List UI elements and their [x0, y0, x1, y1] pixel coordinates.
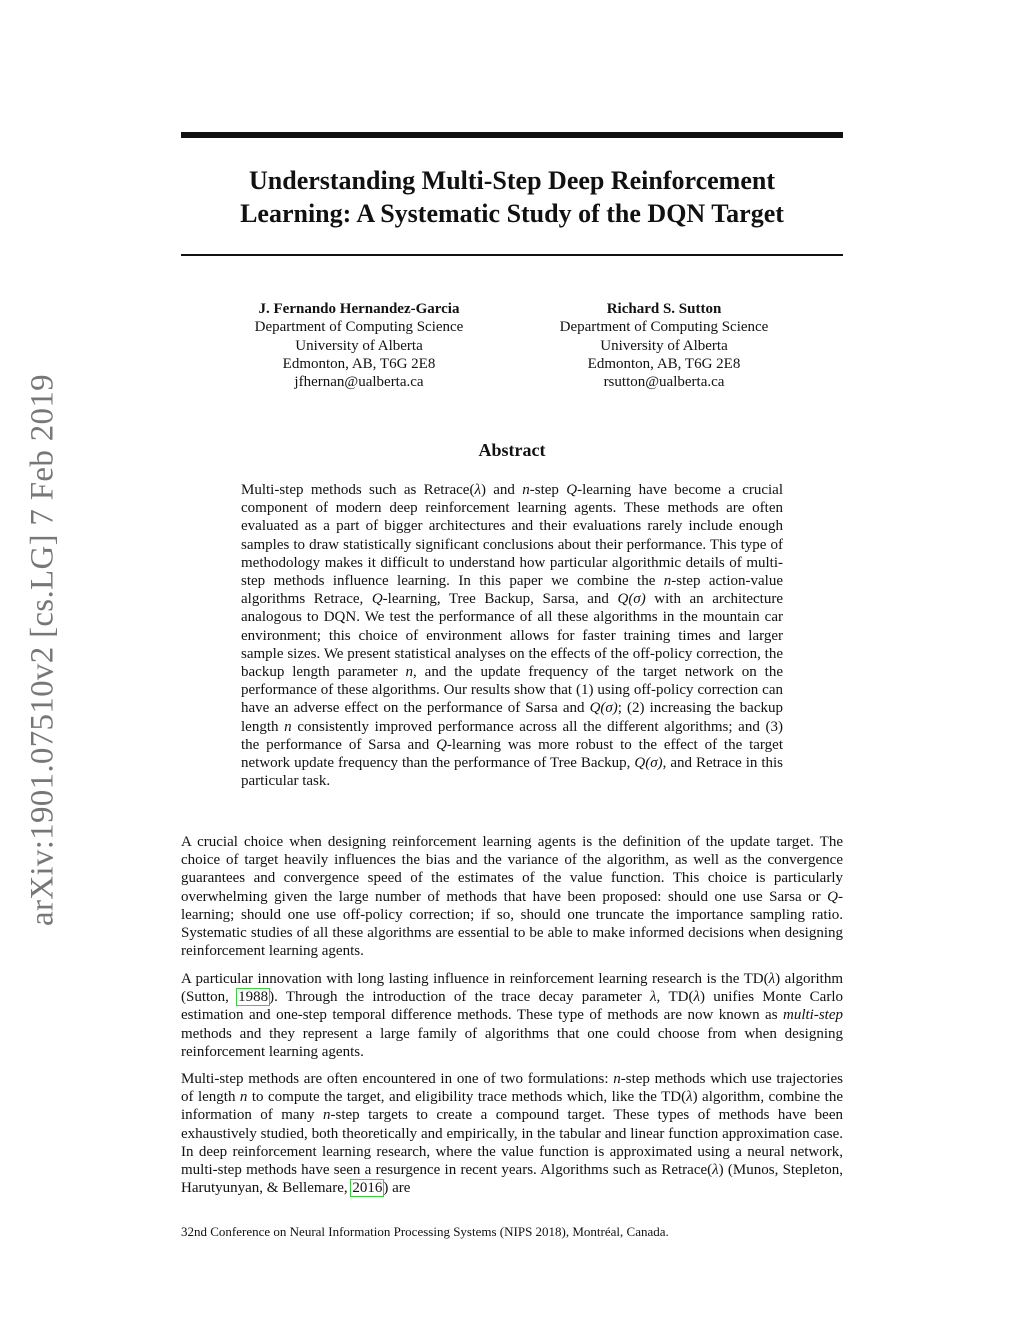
- text-run: -step targets to create a compound target. These types of methods have been exhaustively studied, both theoretically and empirically, in the tabular and linear function approximation case. In deep reinforcement learning research, where the value function is approximated using a neural network, multi-step methods have seen a resurgence in recent years. Algorithms such as Retrace(: [181, 1107, 844, 1179]
- citation-link-sutton-1988[interactable]: 1988: [238, 989, 269, 1006]
- text-run: A particular innovation with long lasting influence in reinforcement learning research is the TD(: [181, 971, 769, 987]
- author-email[interactable]: rsutton@ualberta.ca: [603, 374, 725, 391]
- title-rule-bottom: [181, 254, 843, 256]
- paper-title-line-2: Learning: A Systematic Study of the DQN Target: [240, 199, 784, 228]
- author-department: Department of Computing Science: [559, 319, 769, 336]
- text-run: methods and they represent a large family of algorithms that one could choose from when designing reinforcement learning agents.: [181, 1025, 843, 1060]
- arxiv-stamp-text: arXiv:1901.07510v2 [cs.LG] 7 Feb 2019: [24, 374, 61, 926]
- text-run: ) algorithm (Sutton,: [181, 971, 843, 1006]
- math-n: n: [284, 718, 292, 735]
- author-address: Edmonton, AB, T6G 2E8: [587, 355, 741, 372]
- author-university: University of Alberta: [600, 337, 728, 354]
- author-block-1: [229, 300, 489, 391]
- math-q: Q: [436, 736, 447, 753]
- author-department: Department of Computing Science: [254, 319, 464, 336]
- author-address: Edmonton, AB, T6G 2E8: [282, 355, 436, 372]
- author-name: Richard S. Sutton: [606, 301, 722, 317]
- math-n: n: [405, 664, 414, 681]
- math-n: n: [663, 573, 672, 590]
- math-q: Q: [827, 888, 838, 905]
- text-run: ; (2) increasing the backup length: [241, 700, 783, 735]
- text-run: to compute the target, and eligibility trace methods which, like the TD(: [247, 1089, 687, 1106]
- text-run: ) (Munos, Stepleton, Harutyunyan, & Bellemare,: [181, 1162, 843, 1197]
- text-run: ) are: [383, 1180, 411, 1197]
- text-run: ) algorithm, combine the information of many: [181, 1089, 843, 1124]
- text-run: -learning, Tree Backup, Sarsa, and: [382, 591, 618, 608]
- text-run: , and Retrace in this particular task.: [241, 755, 783, 790]
- text-run: -learning; should one use off-policy correction; if so, should one truncate the importance sampling ratio. Systematic studies of all these algorithms are essential to be able to make informed decisions when designing reinforcement learning agents.: [181, 888, 843, 960]
- math-q: Q: [566, 482, 578, 498]
- math-q-sigma: Q(σ): [634, 755, 663, 772]
- math-n: n: [522, 482, 530, 498]
- text-run: A crucial choice when designing reinforcement learning agents is the definition of the update target. The choice of target heavily influences the bias and the variance of the algorithm, as well as the convergence guarantees and convergence speed of the estimates of the value function. This choice is particularly overwhelming given the large number of methods that have been proposed: should one use Sarsa or: [181, 834, 843, 905]
- text-run: Multi-step methods are often encountered in one of two formulations:: [181, 1071, 614, 1087]
- arxiv-stamp: [20, 370, 66, 930]
- text-run: with an architecture analogous to DQN. We test the performance of all these algorithms in the mountain car environment; this choice of environment allows for faster training times and larger sample sizes. We present statistical analyses on the effects of the off-policy correction, the backup length parameter: [241, 591, 783, 681]
- math-lambda: λ: [712, 1162, 719, 1179]
- math-lambda: λ: [474, 482, 481, 498]
- text-run: ) unifies Monte Carlo estimation and one-step temporal difference methods. These type of methods are now known as: [181, 989, 843, 1024]
- text-run: ). Through the introduction of the trace decay parameter: [269, 989, 650, 1006]
- abstract-heading: Abstract: [478, 440, 546, 460]
- text-run: , and the update frequency of the target network on the performance of these algorithms. Our results show that (1) using off-policy correction can have an adverse effect on the performance of Sarsa and: [241, 664, 784, 717]
- text-run: ) and: [480, 482, 523, 498]
- author-university: University of Alberta: [295, 337, 423, 354]
- math-lambda: λ: [686, 1089, 693, 1106]
- conference-footnote: 32nd Conference on Neural Information Processing Systems (NIPS 2018), Montréal, Canada.: [181, 1224, 669, 1239]
- body-paragraph-1: [181, 833, 843, 960]
- abstract-text: [241, 481, 783, 790]
- text-run: , TD(: [656, 989, 694, 1006]
- math-q-sigma: Q(σ): [617, 591, 646, 608]
- author-name: J. Fernando Hernandez-Garcia: [258, 301, 460, 317]
- body-paragraph-3: [181, 1070, 843, 1197]
- math-lambda: λ: [649, 989, 657, 1006]
- text-run: Multi-step methods such as Retrace(: [241, 482, 475, 498]
- text-run: -learning have become a crucial component of modern deep reinforcement learning agents. These methods are often evaluated as a part of bigger architectures and their evaluations rarely include enough samples to draw statistically significant conclusions about their performance. This type of methodology makes it difficult to understand how particular algorithmic details of multi-step methods influence learning. In this paper we combine the: [241, 482, 783, 590]
- author-block-2: [534, 300, 794, 391]
- author-email[interactable]: jfhernan@ualberta.ca: [294, 374, 424, 391]
- paper-title: [181, 164, 843, 230]
- title-rule-top: [181, 132, 843, 138]
- math-q: Q: [371, 591, 383, 608]
- text-run: -step action-value algorithms Retrace,: [241, 573, 783, 608]
- text-run: -step: [529, 482, 567, 498]
- text-run: -step methods which use trajectories of length: [181, 1071, 843, 1106]
- math-lambda: λ: [768, 971, 776, 987]
- body-paragraph-2: [181, 970, 843, 1061]
- math-n: n: [613, 1071, 621, 1087]
- paper-title-line-1: Understanding Multi-Step Deep Reinforcement: [249, 166, 775, 195]
- emphasis-multi-step: multi-step: [783, 1007, 843, 1024]
- math-lambda: λ: [693, 989, 700, 1006]
- text-run: consistently improved performance across all the different algorithms; and (3) the performance of Sarsa and: [241, 718, 783, 753]
- math-q-sigma: Q(σ): [589, 700, 618, 717]
- math-n: n: [239, 1089, 248, 1106]
- citation-link-munos-2016[interactable]: 2016: [352, 1180, 383, 1197]
- math-n: n: [323, 1107, 331, 1124]
- text-run: -learning was more robust to the effect of the target network update frequency than the performance of Tree Backup,: [241, 736, 783, 772]
